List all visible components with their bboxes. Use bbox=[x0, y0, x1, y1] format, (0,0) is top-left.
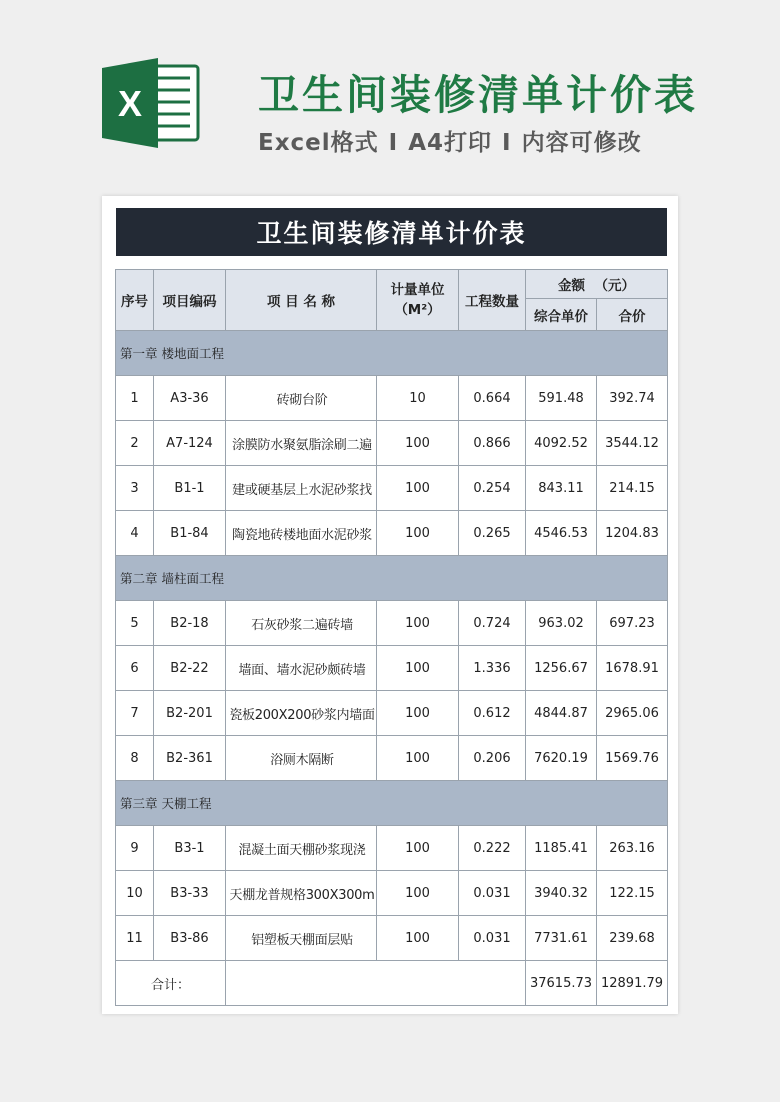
row-code: B2-361 bbox=[154, 736, 226, 781]
section-row bbox=[116, 331, 668, 376]
row-name: 砖砌台阶 bbox=[226, 376, 377, 421]
row-unit: 100 bbox=[377, 421, 459, 466]
row-unit-price: 7731.61 bbox=[526, 916, 597, 961]
row-code: B2-201 bbox=[154, 691, 226, 736]
row-seq: 3 bbox=[116, 466, 154, 511]
row-code: A3-36 bbox=[154, 376, 226, 421]
format-label: Excel格式 bbox=[258, 130, 379, 156]
row-unit-price: 4844.87 bbox=[526, 691, 597, 736]
row-unit: 100 bbox=[377, 511, 459, 556]
price-table bbox=[115, 269, 668, 1006]
row-total: 122.15 bbox=[597, 871, 668, 916]
row-total: 263.16 bbox=[597, 826, 668, 871]
row-total: 1204.83 bbox=[597, 511, 668, 556]
header-total: 合价 bbox=[597, 299, 668, 331]
banner bbox=[0, 0, 780, 190]
row-unit-price: 3940.32 bbox=[526, 871, 597, 916]
table-body bbox=[116, 331, 668, 1006]
table-row bbox=[116, 421, 668, 466]
row-name: 混凝土面天棚砂浆现浇 bbox=[226, 826, 377, 871]
row-name: 浴厕木隔断 bbox=[226, 736, 377, 781]
row-total: 214.15 bbox=[597, 466, 668, 511]
row-total: 2965.06 bbox=[597, 691, 668, 736]
row-code: B3-86 bbox=[154, 916, 226, 961]
row-qty: 0.222 bbox=[459, 826, 526, 871]
row-seq: 6 bbox=[116, 646, 154, 691]
total-row bbox=[116, 961, 668, 1006]
row-unit: 100 bbox=[377, 826, 459, 871]
row-name: 墙面、墙水泥砂颇砖墙 bbox=[226, 646, 377, 691]
row-unit-price: 1256.67 bbox=[526, 646, 597, 691]
row-qty: 0.265 bbox=[459, 511, 526, 556]
table-row bbox=[116, 691, 668, 736]
row-unit: 100 bbox=[377, 646, 459, 691]
row-seq: 7 bbox=[116, 691, 154, 736]
row-qty: 0.206 bbox=[459, 736, 526, 781]
header-qty: 工程数量 bbox=[459, 270, 526, 331]
row-name: 陶瓷地砖楼地面水泥砂浆 bbox=[226, 511, 377, 556]
row-qty: 1.336 bbox=[459, 646, 526, 691]
document-title: 卫生间装修清单计价表 bbox=[116, 208, 667, 256]
row-qty: 0.031 bbox=[459, 916, 526, 961]
section-title: 第三章 天棚工程 bbox=[116, 781, 668, 826]
total-unit-price-sum: 37615.73 bbox=[526, 961, 597, 1006]
row-unit: 100 bbox=[377, 601, 459, 646]
row-total: 697.23 bbox=[597, 601, 668, 646]
table-row bbox=[116, 871, 668, 916]
table-row bbox=[116, 916, 668, 961]
header-seq: 序号 bbox=[116, 270, 154, 331]
row-total: 239.68 bbox=[597, 916, 668, 961]
row-qty: 0.866 bbox=[459, 421, 526, 466]
row-seq: 11 bbox=[116, 916, 154, 961]
row-code: B3-33 bbox=[154, 871, 226, 916]
header-name: 项 目 名 称 bbox=[226, 270, 377, 331]
row-unit-price: 591.48 bbox=[526, 376, 597, 421]
row-total: 3544.12 bbox=[597, 421, 668, 466]
row-code: B2-18 bbox=[154, 601, 226, 646]
separator: I bbox=[388, 130, 399, 156]
table-row bbox=[116, 601, 668, 646]
excel-logo-letter: X bbox=[117, 83, 143, 124]
row-qty: 0.612 bbox=[459, 691, 526, 736]
row-unit: 100 bbox=[377, 871, 459, 916]
table-row bbox=[116, 511, 668, 556]
row-unit: 10 bbox=[377, 376, 459, 421]
row-name: 石灰砂浆二遍砖墙 bbox=[226, 601, 377, 646]
banner-title: 卫生间装修清单计价表 bbox=[258, 71, 698, 119]
row-unit-price: 7620.19 bbox=[526, 736, 597, 781]
table-row bbox=[116, 826, 668, 871]
section-row bbox=[116, 556, 668, 601]
row-code: B2-22 bbox=[154, 646, 226, 691]
row-unit-price: 963.02 bbox=[526, 601, 597, 646]
section-row bbox=[116, 781, 668, 826]
row-unit-price: 4092.52 bbox=[526, 421, 597, 466]
row-seq: 1 bbox=[116, 376, 154, 421]
row-code: B1-84 bbox=[154, 511, 226, 556]
row-unit: 100 bbox=[377, 466, 459, 511]
row-seq: 2 bbox=[116, 421, 154, 466]
header-amount: 金额 （元） bbox=[526, 270, 668, 299]
editable-label: 内容可修改 bbox=[521, 130, 642, 156]
row-seq: 5 bbox=[116, 601, 154, 646]
row-name: 铝塑板天棚面层贴 bbox=[226, 916, 377, 961]
row-code: B1-1 bbox=[154, 466, 226, 511]
section-title: 第一章 楼地面工程 bbox=[116, 331, 668, 376]
row-unit-price: 4546.53 bbox=[526, 511, 597, 556]
header-unit-price: 综合单价 bbox=[526, 299, 597, 331]
row-unit: 100 bbox=[377, 916, 459, 961]
total-label: 合计： bbox=[116, 961, 226, 1006]
row-unit: 100 bbox=[377, 736, 459, 781]
row-total: 1569.76 bbox=[597, 736, 668, 781]
row-seq: 8 bbox=[116, 736, 154, 781]
row-seq: 9 bbox=[116, 826, 154, 871]
row-seq: 4 bbox=[116, 511, 154, 556]
row-qty: 0.031 bbox=[459, 871, 526, 916]
row-unit-price: 843.11 bbox=[526, 466, 597, 511]
row-qty: 0.724 bbox=[459, 601, 526, 646]
header-unit: 计量单位 （M²） bbox=[377, 270, 459, 331]
row-code: B3-1 bbox=[154, 826, 226, 871]
banner-subtitle bbox=[258, 124, 642, 157]
header-code: 项目编码 bbox=[154, 270, 226, 331]
separator: I bbox=[502, 130, 512, 156]
print-label: A4打印 bbox=[408, 130, 493, 156]
row-total: 1678.91 bbox=[597, 646, 668, 691]
row-total: 392.74 bbox=[597, 376, 668, 421]
table-row bbox=[116, 466, 668, 511]
table-row bbox=[116, 736, 668, 781]
row-qty: 0.664 bbox=[459, 376, 526, 421]
document-sheet bbox=[102, 196, 678, 1014]
excel-icon bbox=[102, 58, 200, 148]
row-unit: 100 bbox=[377, 691, 459, 736]
row-seq: 10 bbox=[116, 871, 154, 916]
section-title: 第二章 墙柱面工程 bbox=[116, 556, 668, 601]
row-name: 天棚龙普规格300X300m bbox=[226, 871, 377, 916]
table-row bbox=[116, 646, 668, 691]
total-blank bbox=[226, 961, 526, 1006]
row-name: 建或硬基层上水泥砂浆找 bbox=[226, 466, 377, 511]
row-unit-price: 1185.41 bbox=[526, 826, 597, 871]
row-name: 瓷板200X200砂浆内墙面 bbox=[226, 691, 377, 736]
table-row bbox=[116, 376, 668, 421]
total-sum: 12891.79 bbox=[597, 961, 668, 1006]
row-name: 涂膜防水聚氨脂涂刷二遍 bbox=[226, 421, 377, 466]
row-code: A7-124 bbox=[154, 421, 226, 466]
row-qty: 0.254 bbox=[459, 466, 526, 511]
